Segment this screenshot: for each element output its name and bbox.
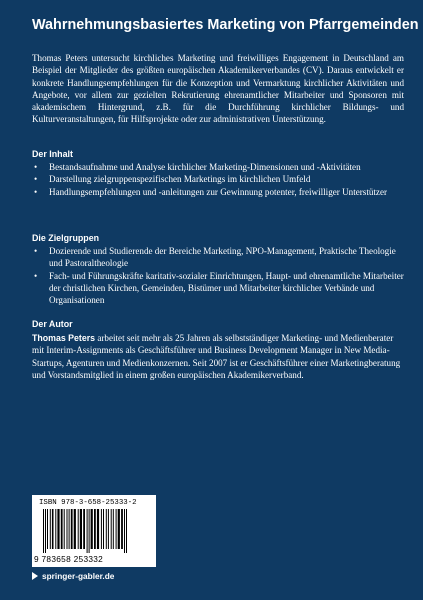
list-item: • Darstellung zielgruppenspezifischen Marketings im kirchlichen Umfeld — [34, 174, 311, 185]
barcode-bar — [89, 509, 90, 553]
bullet-icon: • — [34, 162, 38, 172]
bullet-icon: • — [34, 174, 38, 185]
barcode-bar — [57, 509, 59, 549]
barcode-bar — [55, 509, 56, 549]
barcode-bar — [61, 509, 63, 549]
list-item: • Handlungsempfehlungen und -anleitungen zur Gewinnung potenter, freiwilliger Unterstützer — [34, 186, 388, 197]
barcode-bar — [69, 509, 70, 549]
barcode-digits: 9 783658 253332 — [34, 554, 104, 564]
barcode-bar — [91, 509, 93, 549]
barcode-bar — [83, 509, 85, 549]
barcode-bar — [94, 509, 96, 549]
publisher-link[interactable] — [32, 571, 114, 581]
barcode-bar — [106, 509, 107, 549]
zielgruppen-list — [32, 245, 404, 306]
barcode-bar — [113, 509, 114, 549]
barcode-bar — [118, 509, 120, 549]
intro-paragraph: Thomas Peters untersucht kirchliches Marketing und freiwilliges Engagement in Deutschland am Beispiel der Mitglieder des größten europäischen Akademikerverbandes (CV). Daraus entwickelt er konkrete Handlungsempfehlungen für die Konzeption und Vermarktung kirchlicher Aktivitäten und Angebote, vor allem zur gezielten Rekrutierung ehrenamtlicher Mitarbeiter und Sponsoren mit akademischem Hintergrund, z.B. für die Durchführung kirchlicher Bildungs- und Kulturveranstaltungen, für Hilfsprojekte oder zur administrativen Unterstützung. — [32, 53, 404, 125]
author-name: Thomas Peters — [32, 333, 96, 343]
barcode-bar — [80, 509, 82, 549]
barcode-bar — [116, 509, 117, 549]
barcode-bars — [43, 509, 153, 553]
list-item: • Fach- und Führungskräfte karitativ-sozialer Einrichtungen, Haupt- und ehrenamtliche Mitarbeiter der christlichen Kirchen, Gemeinden, Bistümer und Mitarbeiter kirchlicher Verbände und Organisationen — [34, 270, 404, 306]
barcode-bar — [124, 509, 125, 553]
publisher-url: springer-gabler.de — [42, 571, 115, 581]
barcode-bar — [43, 509, 44, 553]
isbn-label: ISBN 978-3-658-25333-2 — [39, 499, 137, 507]
barcode-bar — [74, 509, 76, 549]
list-item: • Dozierende und Studierende der Bereiche Marketing, NPO-Management, Praktische Theologie und Pastoraltheologie — [34, 246, 396, 269]
inhalt-list — [32, 161, 404, 198]
section-heading-autor: Der Autor — [32, 319, 73, 329]
barcode-bar — [50, 509, 51, 549]
section-heading-inhalt: Der Inhalt — [32, 149, 73, 159]
barcode-bar — [47, 509, 48, 549]
isbn-barcode — [32, 495, 156, 567]
barcode-bar — [78, 509, 79, 549]
bullet-icon: • — [34, 270, 38, 281]
triangle-arrow-icon — [32, 572, 38, 580]
barcode-bar — [64, 509, 65, 549]
barcode-bar — [97, 509, 99, 549]
barcode-bar — [101, 509, 102, 549]
barcode-bar — [45, 509, 46, 553]
book-title: Wahrnehmungsbasiertes Marketing von Pfarrgemeinden — [32, 17, 419, 33]
barcode-bar — [121, 509, 123, 549]
barcode-bar — [71, 509, 73, 549]
barcode-bar — [103, 509, 104, 549]
author-bio-text: arbeitet seit mehr als 25 Jahren als selbstständiger Marketing- und Medienberater mit Interim-Assignments als Geschäftsführer und Business Development Manager in New Media-Startups, Agenturen und Medienkonzernen. Seit 2007 ist er Geschäftsführer einer Marketingberatung und Vorstandsmitglied in einem großen europäischen Akademikerverband. — [32, 333, 401, 380]
bullet-icon: • — [34, 246, 38, 256]
barcode-bar — [67, 509, 68, 549]
list-item: • Bestandsaufnahme und Analyse kirchlicher Marketing-Dimensionen und -Aktivitäten — [34, 162, 361, 172]
barcode-bar — [87, 509, 88, 553]
author-bio — [32, 332, 404, 381]
bullet-icon: • — [34, 186, 38, 197]
barcode-bar — [111, 509, 112, 549]
barcode-bar — [52, 509, 54, 549]
section-heading-zielgruppen: Die Zielgruppen — [32, 233, 100, 243]
barcode-bar — [108, 509, 109, 549]
barcode-bar — [126, 509, 127, 553]
